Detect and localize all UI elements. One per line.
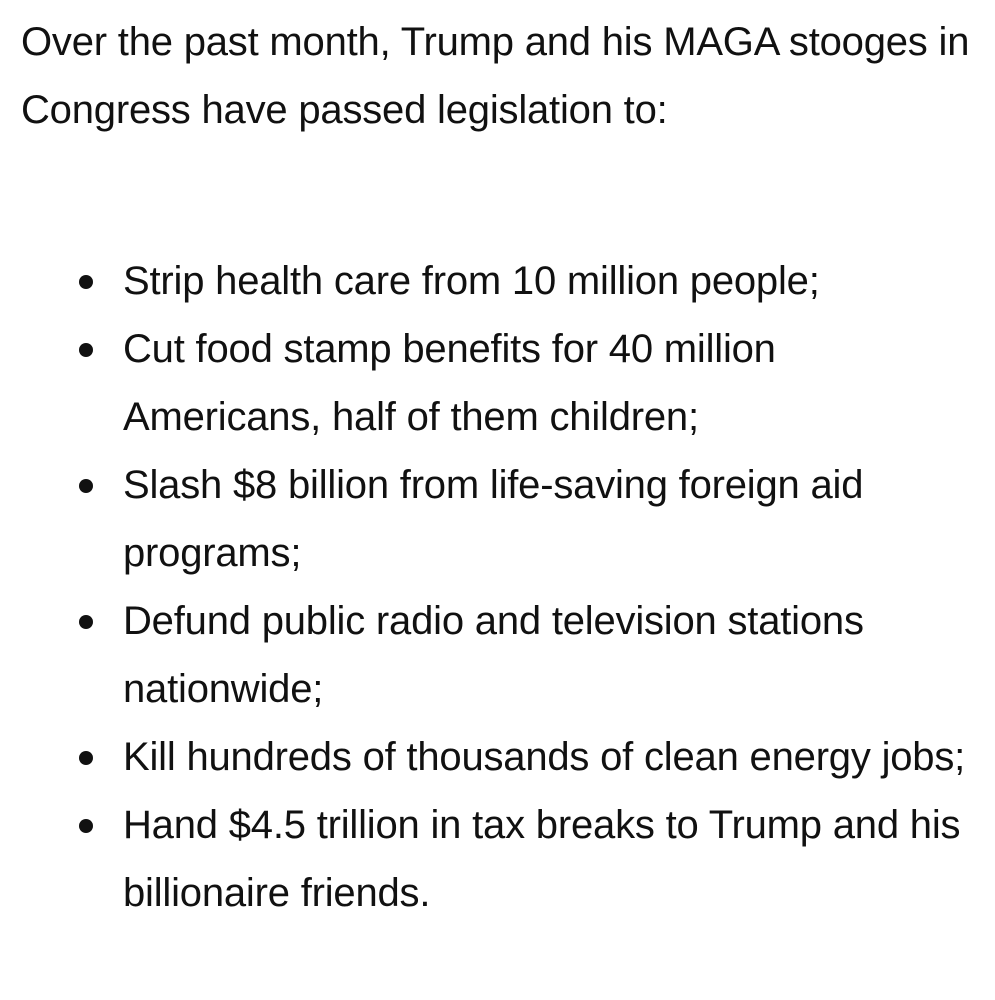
bullet-dot-icon	[79, 343, 93, 357]
list-item	[21, 451, 981, 587]
bullet-dot-icon	[79, 479, 93, 493]
list-item-text: Cut food stamp benefits for 40 million Americans, half of them children;	[123, 327, 776, 439]
article-body	[21, 0, 981, 915]
list-item	[21, 723, 981, 791]
list-item-text: Hand $4.5 trillion in tax breaks to Trump and his billionaire friends.	[123, 803, 961, 915]
bullet-dot-icon	[79, 275, 93, 289]
list-item	[21, 587, 981, 723]
list-item-text: Slash $8 billion from life-saving foreign aid programs;	[123, 463, 864, 575]
intro-paragraph: Over the past month, Trump and his MAGA stooges in Congress have passed legislation to:	[21, 20, 970, 132]
bullet-dot-icon	[79, 819, 93, 833]
list-item	[21, 247, 981, 315]
list-item	[21, 315, 981, 451]
legislation-list	[21, 247, 981, 927]
list-item	[21, 791, 981, 927]
bullet-dot-icon	[79, 751, 93, 765]
list-item-text: Strip health care from 10 million people;	[123, 259, 820, 303]
list-item-text: Kill hundreds of thousands of clean energy jobs;	[123, 735, 966, 779]
list-item-text: Defund public radio and television stations nationwide;	[123, 599, 864, 711]
bullet-dot-icon	[79, 615, 93, 629]
